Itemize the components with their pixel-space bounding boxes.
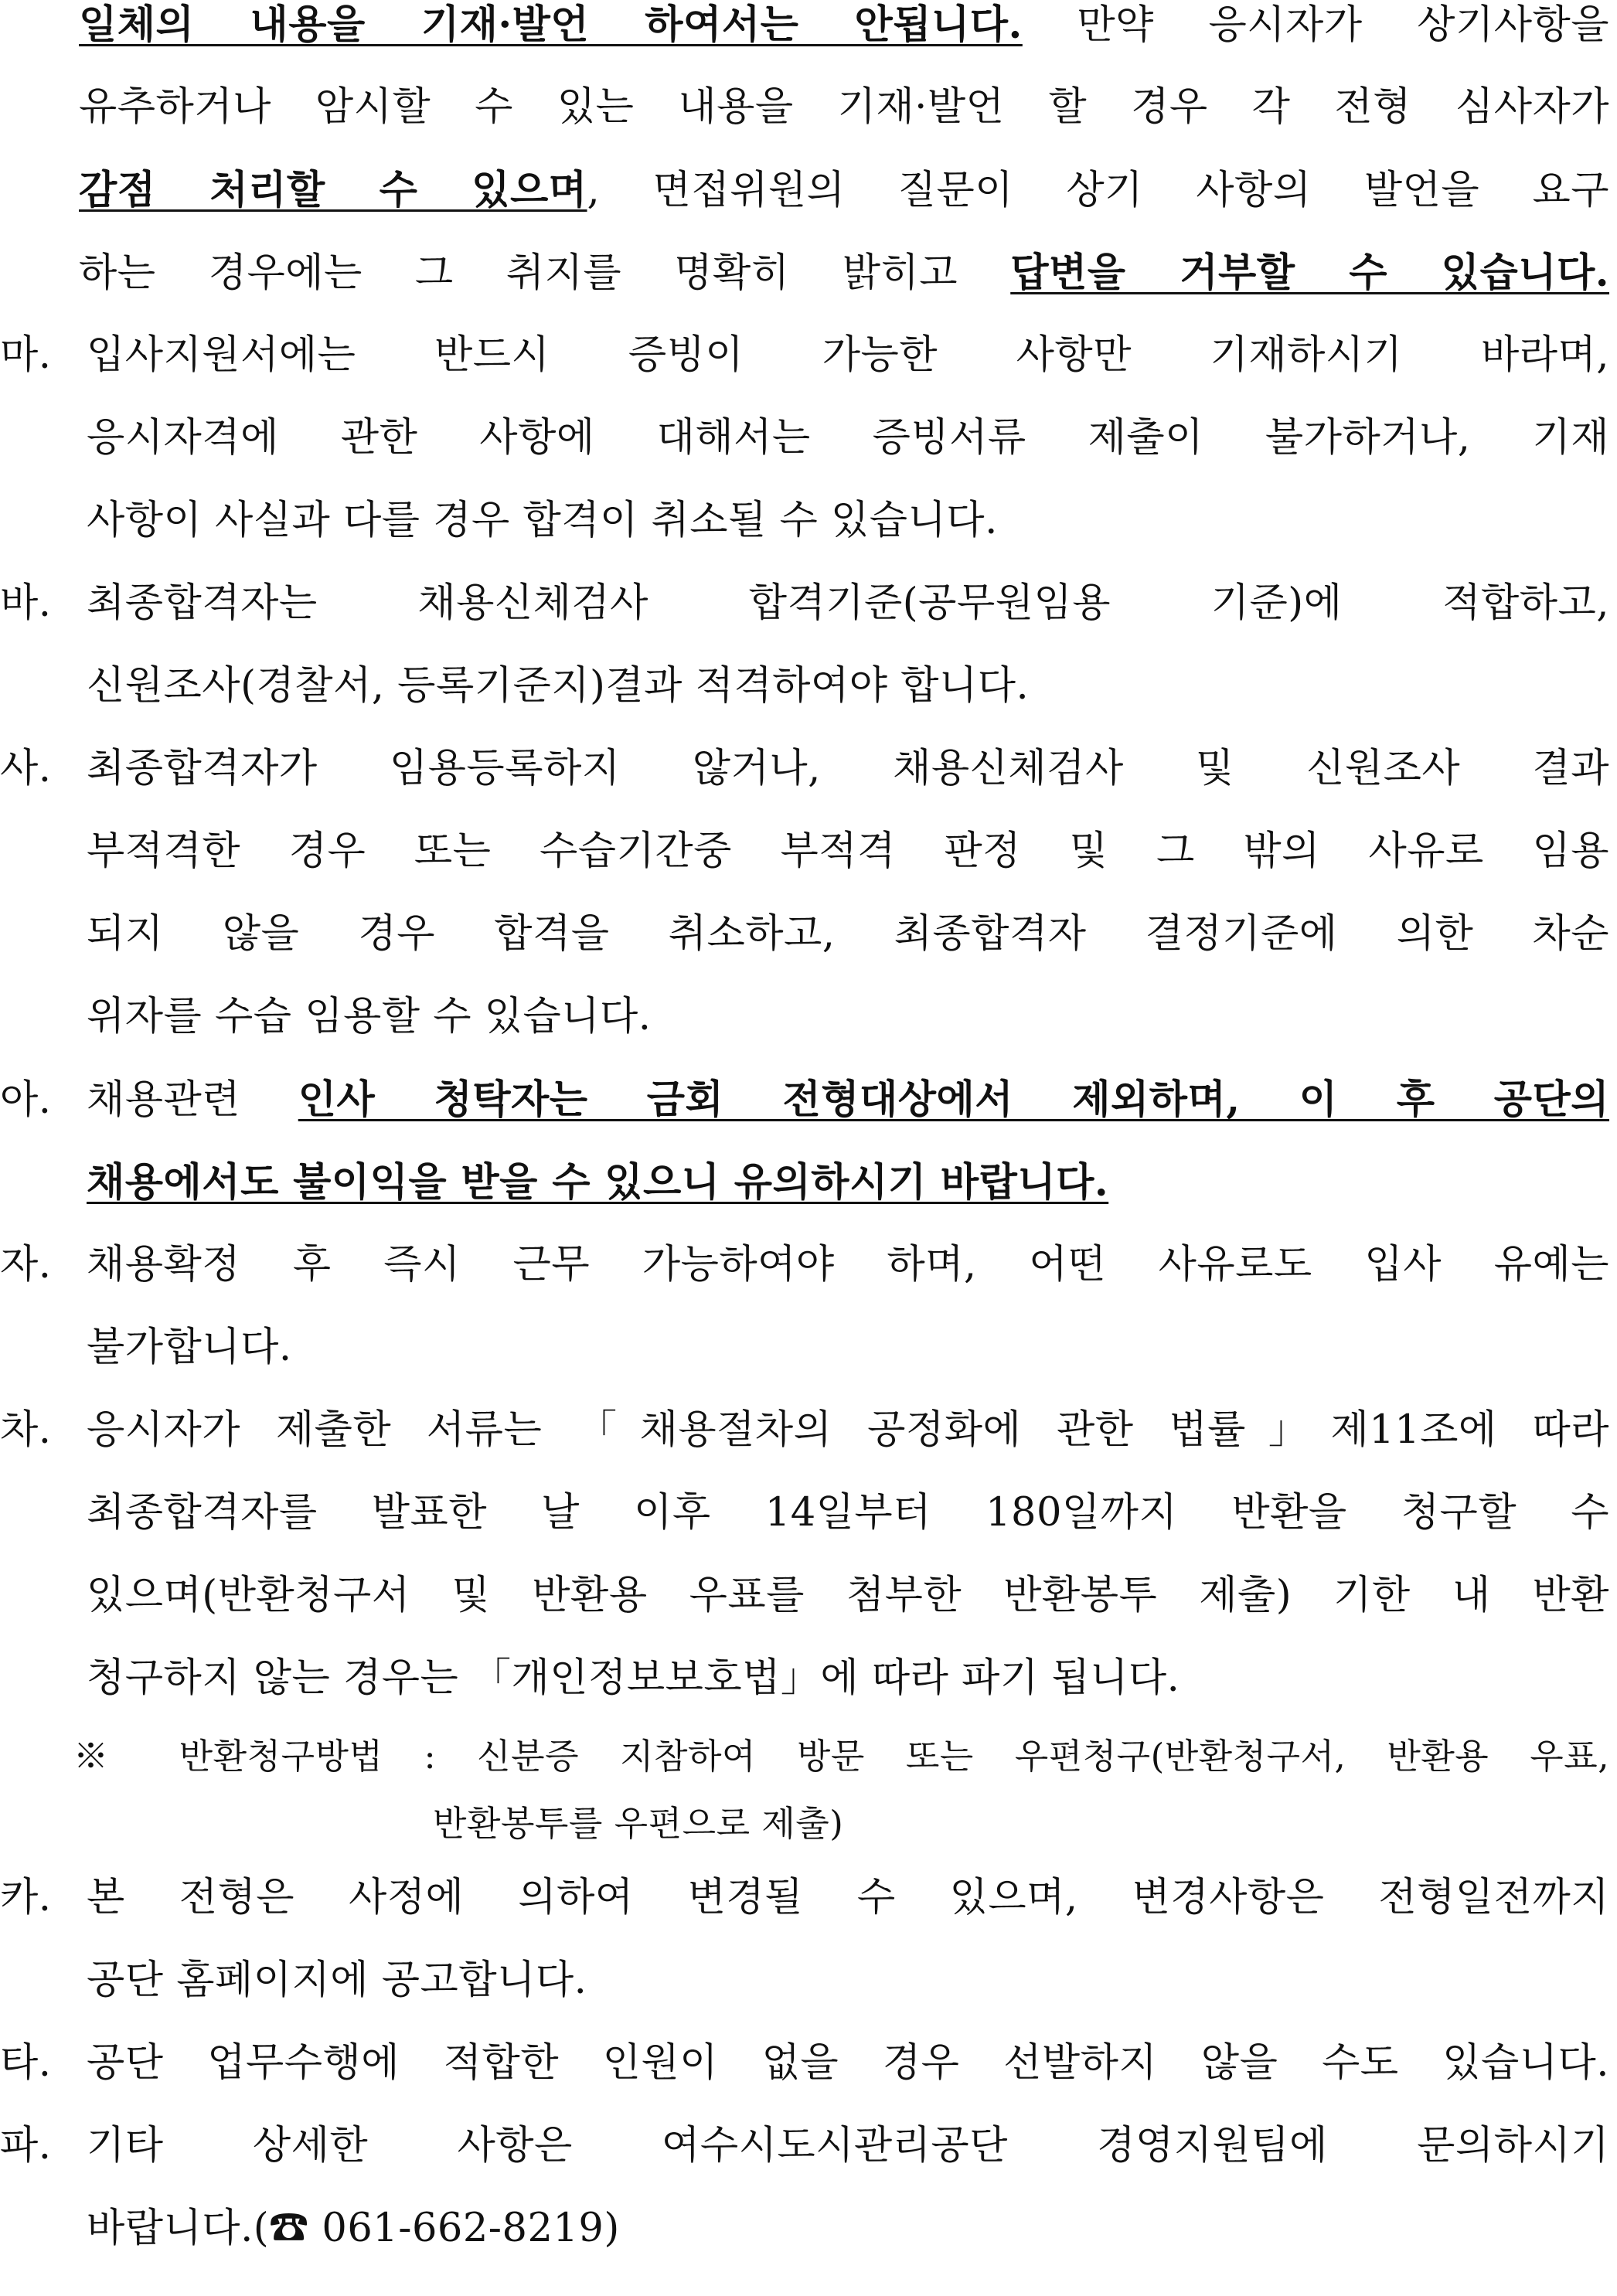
underlined-text: 인사 청탁자는 금회 전형대상에서 제외하며, 이 후 공단의 <box>298 1077 1610 1123</box>
list-item-a <box>0 1061 1609 1138</box>
text-line <box>79 234 1609 311</box>
text-span: 만약 응시자가 상기사항을 <box>1022 2 1610 48</box>
text-line: 부적격한 경우 또는 수습기간중 부적격 판정 및 그 밖의 사유로 임용 <box>87 828 1609 874</box>
list-item-ja <box>0 1226 1609 1304</box>
item-text: 본 전형은 사정에 의하여 변경될 수 있으며, 변경사항은 전형일전까지 <box>87 1875 1609 1920</box>
item-label: 파. <box>0 2123 52 2168</box>
list-item-ta <box>0 2025 1609 2102</box>
text-span: 하는 경우에는 그 취지를 명확히 밝히고 <box>79 250 1011 296</box>
item-label: 카. <box>0 1875 52 1920</box>
list-item-ba <box>0 565 1609 642</box>
list-item-sa <box>0 730 1609 808</box>
item-label: 차. <box>0 1407 52 1453</box>
item-text: 입사지원서에는 반드시 증빙이 가능한 사항만 기재하시기 바라며, <box>87 332 1609 378</box>
list-item-ma <box>0 317 1609 394</box>
text-line: 최종합격자를 발표한 날 이후 14일부터 180일까지 반환을 청구할 수 <box>87 1490 1609 1536</box>
note-line: 반환봉투를 우편으로 제출) <box>433 1803 844 1844</box>
text-line <box>79 0 1609 63</box>
item-label: 아. <box>0 1077 52 1123</box>
text-line: 되지 않을 경우 합격을 취소하고, 최종합격자 결정기준에 의한 차순 <box>87 911 1609 957</box>
list-item-ka <box>0 1859 1609 1937</box>
note-line: ※ 반환청구방법 : 신분증 지참하여 방문 또는 우편청구(반환청구서, 반환용 우표, <box>73 1736 1609 1777</box>
item-text: 공단 업무수행에 적합한 인원이 없을 경우 선발하지 않을 수도 있습니다. <box>87 2040 1609 2086</box>
text-line: 불가합니다. <box>87 1325 292 1370</box>
text-line: 있으며(반환청구서 및 반환용 우표를 첨부한 반환봉투 제출) 기한 내 반환 <box>87 1573 1609 1618</box>
item-text: 최종합격자는 채용신체검사 합격기준(공무원임용 기준)에 적합하고, <box>87 580 1609 626</box>
list-item-cha <box>0 1392 1609 1469</box>
item-text: 최종합격자가 임용등록하지 않거나, 채용신체검사 및 신원조사 결과 <box>87 746 1609 791</box>
text-line: 청구하지 않는 경우는 「개인정보보호법」에 따라 파기 됩니다. <box>87 1655 1180 1701</box>
text-line <box>87 1144 1609 1221</box>
text-line <box>79 151 1609 229</box>
text-line: 응시자격에 관한 사항에 대해서는 증빙서류 제출이 불가하거나, 기재 <box>87 415 1609 461</box>
item-text: 기타 상세한 사항은 여수시도시관리공단 경영지원팀에 문의하시기 <box>87 2123 1609 2168</box>
text-span: , 면접위원의 질문이 상기 사항의 발언을 요구 <box>587 168 1609 213</box>
text-line: 바랍니다.(☎ 061-662-8219) <box>87 2206 620 2251</box>
underlined-text: 채용에서도 불이익을 받을 수 있으니 유의하시기 바랍니다. <box>87 1159 1109 1206</box>
underlined-text: 답변을 거부할 수 있습니다. <box>1010 250 1610 296</box>
item-label: 사. <box>0 746 52 791</box>
item-text: 채용확정 후 즉시 근무 가능하여야 하며, 어떤 사유로도 입사 유예는 <box>87 1242 1609 1287</box>
text-line: 유추하거나 암시할 수 있는 내용을 기재·발언 할 경우 각 전형 심사자가 <box>79 84 1609 130</box>
text-span: 채용관련 <box>87 1077 298 1123</box>
text-line: 공단 홈페이지에 공고합니다. <box>87 1958 587 2003</box>
item-text: 응시자가 제출한 서류는 「채용절차의 공정화에 관한 법률」제11조에 따라 <box>87 1407 1609 1453</box>
list-item-pa <box>0 2107 1609 2185</box>
text-line: 사항이 사실과 다를 경우 합격이 취소될 수 있습니다. <box>87 498 998 543</box>
text-line: 위자를 수습 임용할 수 있습니다. <box>87 994 652 1039</box>
item-label: 바. <box>0 580 52 626</box>
item-label: 마. <box>0 332 52 378</box>
text-line: 신원조사(경찰서, 등록기준지)결과 적격하여야 합니다. <box>87 663 1030 709</box>
item-label: 자. <box>0 1242 52 1287</box>
underlined-text: 일체의 내용을 기재·발언 하여서는 안됩니다. <box>79 2 1023 48</box>
item-label: 타. <box>0 2040 52 2086</box>
underlined-text: 감점 처리할 수 있으며 <box>79 167 587 213</box>
